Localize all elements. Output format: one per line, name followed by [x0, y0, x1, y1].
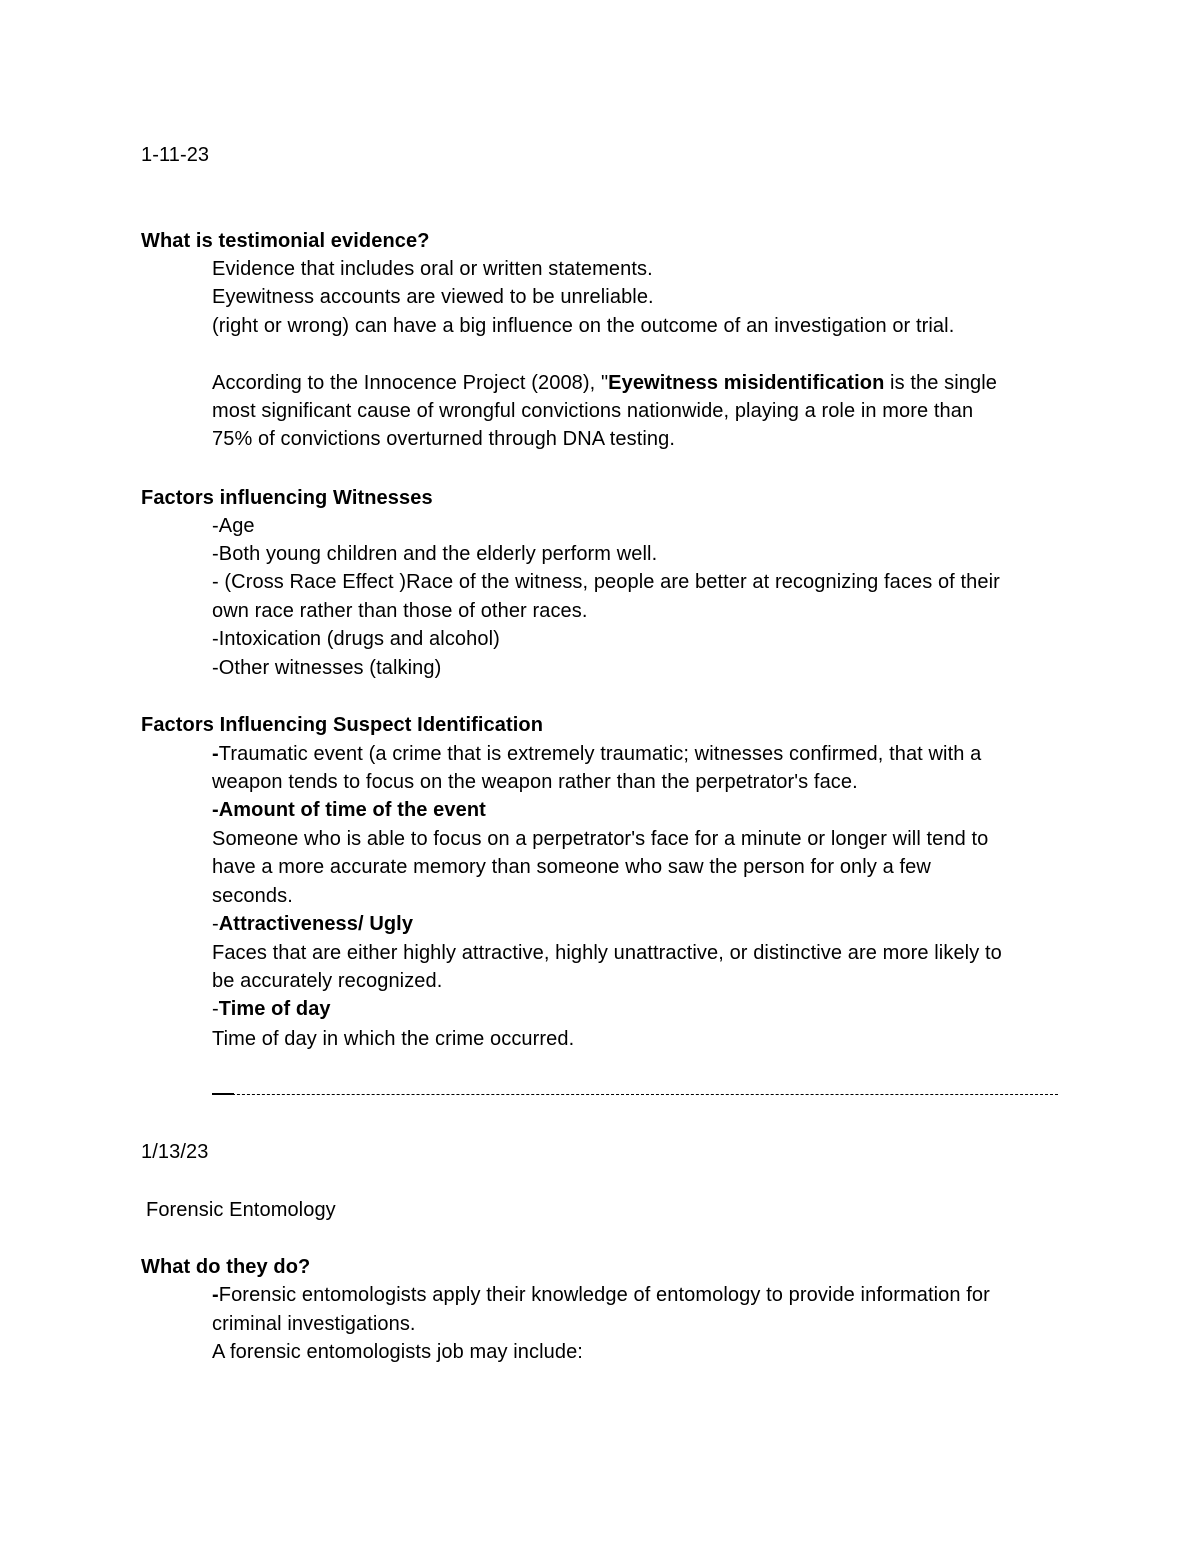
note-line: Eyewitness accounts are viewed to be unreliable.	[212, 286, 654, 308]
quote-bold-text: Eyewitness misidentification	[608, 372, 885, 394]
note-line: be accurately recognized.	[212, 970, 443, 992]
heading-factors-suspect: Factors Influencing Suspect Identification	[141, 714, 544, 736]
quote-line: most significant cause of wrongful convictions nationwide, playing a role in more than	[212, 400, 974, 422]
list-item: -Intoxication (drugs and alcohol)	[212, 628, 500, 650]
dash: -	[212, 743, 219, 765]
list-item-text: Traumatic event (a crime that is extremely traumatic; witnesses confirmed, that with a	[218, 743, 982, 765]
heading-testimonial-evidence: What is testimonial evidence?	[141, 230, 430, 252]
note-line: have a more accurate memory than someone who saw the person for only a few	[212, 856, 931, 878]
list-item: own race rather than those of other races.	[212, 600, 588, 622]
list-item: -Age	[212, 515, 255, 537]
note-line: Evidence that includes oral or written statements.	[212, 258, 653, 280]
quote-line	[212, 371, 997, 395]
dash: -	[212, 913, 219, 935]
list-item-text: Forensic entomologists apply their knowledge of entomology to provide information for	[218, 1284, 990, 1306]
list-item: - (Cross Race Effect )Race of the witness, people are better at recognizing faces of their	[212, 571, 1000, 593]
subheading-text: Attractiveness/ Ugly	[218, 913, 414, 935]
subheading-text: Time of day	[218, 998, 331, 1020]
note-line: Faces that are either highly attractive, highly unattractive, or distinctive are more likely to	[212, 942, 1002, 964]
date-2: 1/13/23	[141, 1141, 209, 1163]
section-divider	[212, 1094, 1058, 1095]
quote-line: 75% of convictions overturned through DNA testing.	[212, 428, 676, 450]
list-item: -Other witnesses (talking)	[212, 657, 442, 679]
note-line: Someone who is able to focus on a perpetrator's face for a minute or longer will tend to	[212, 828, 989, 850]
subheading-time-of-day	[212, 997, 331, 1021]
dash: -	[212, 1284, 219, 1306]
subheading-amount-of-time: -Amount of time of the event	[212, 799, 486, 821]
quote-text: According to the Innocence Project (2008), "	[212, 372, 609, 394]
subheading-attractiveness	[212, 912, 413, 936]
list-item	[212, 1283, 990, 1307]
note-line: A forensic entomologists job may include:	[212, 1341, 583, 1363]
dash: -	[212, 998, 219, 1020]
date-1: 1-11-23	[141, 144, 210, 166]
note-line: (right or wrong) can have a big influence on the outcome of an investigation or trial.	[212, 315, 955, 337]
list-item: weapon tends to focus on the weapon rather than the perpetrator's face.	[212, 771, 858, 793]
topic-title: Forensic Entomology	[146, 1199, 336, 1221]
quote-text: is the single	[884, 372, 997, 394]
note-line: seconds.	[212, 885, 293, 907]
list-item	[212, 742, 981, 766]
heading-what-do-they-do: What do they do?	[141, 1256, 311, 1278]
list-item: -Both young children and the elderly perform well.	[212, 543, 658, 565]
note-line: criminal investigations.	[212, 1313, 416, 1335]
note-line: Time of day in which the crime occurred.	[212, 1028, 575, 1050]
heading-factors-witnesses: Factors influencing Witnesses	[141, 487, 433, 509]
